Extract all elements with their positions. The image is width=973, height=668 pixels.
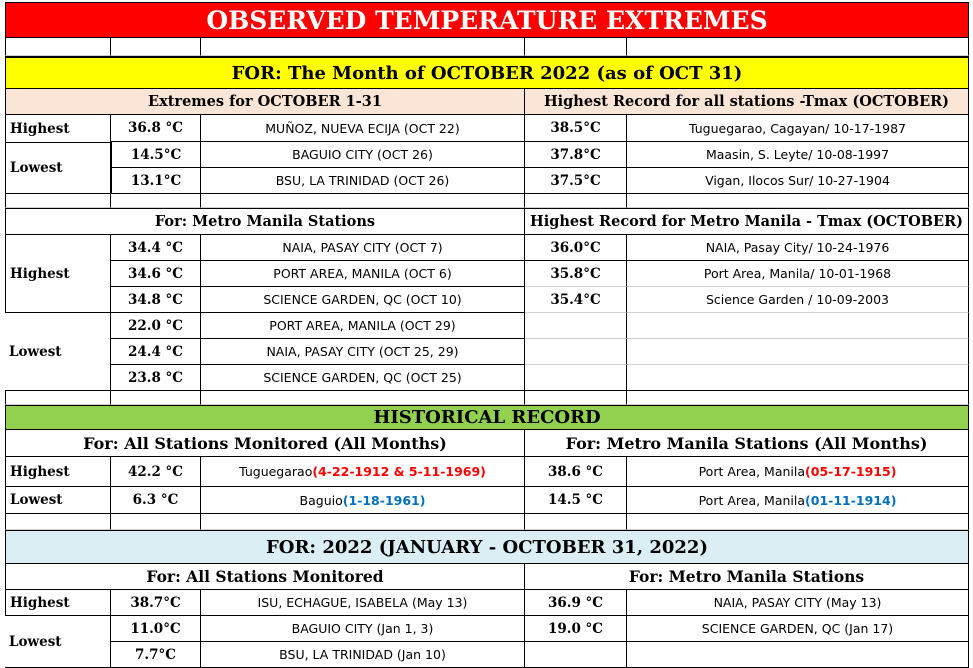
historical-subheader [5,430,969,457]
metro-station [627,487,969,514]
station-name: NAIA, PASAY CITY (OCT 25, 29) [201,339,525,365]
temp-value: 34.6 °C [111,261,201,287]
metro-temp: 38.6 °C [525,457,627,487]
metro-temp: 36.9 °C [525,590,627,616]
metro-station [627,457,969,487]
metro-subheader [5,208,969,235]
row-label: Lowest [5,313,111,391]
month-all-header: Extremes for OCTOBER 1-31 [5,89,525,115]
record-date: (01-11-1914) [805,492,897,508]
record-temp: 36.0°C [525,235,627,261]
table-row [5,487,969,514]
record-station: Tuguegarao, Cagayan/ 10-17-1987 [627,115,969,142]
metro-station [627,642,969,668]
station-name: ISU, ECHAGUE, ISABELA (May 13) [201,590,525,616]
metro-record-header: Highest Record for Metro Manila - Tmax (OCTOBER) [525,209,969,235]
spacer-row [5,391,969,405]
blank-cell [525,339,627,365]
blank-cell [111,194,201,208]
blank-cell [201,391,525,405]
station-name: BSU, LA TRINIDAD (Jan 10) [201,642,525,668]
blank-cell [201,514,525,530]
record-station: NAIA, Pasay City/ 10-24-1976 [627,235,969,261]
blank-cell [201,38,525,56]
station-text: Port Area, Manila [698,492,806,508]
station-text: Baguio [299,492,343,508]
temp-value: 38.7°C [111,590,201,616]
year-table [5,590,969,668]
temp-value: 34.4 °C [111,235,201,261]
station-name: PORT AREA, MANILA (OCT 6) [201,261,525,287]
station-text: Tuguegarao [239,464,313,479]
record-date: (1-18-1961) [342,492,426,508]
blank-cell [627,514,969,530]
month-banner-text: FOR: The Month of OCTOBER 2022 (as of OCT 31) [231,62,743,84]
record-date: (05-17-1915) [805,464,897,479]
record-station: Maasin, S. Leyte/ 10-08-1997 [627,142,969,168]
historical-metro-header: For: Metro Manila Stations (All Months) [525,430,969,457]
temp-value: 13.1°C [111,168,201,194]
station-name: MUÑOZ, NUEVA ECIJA (OCT 22) [201,115,525,142]
metro-temp: 14.5 °C [525,487,627,514]
record-temp: 37.8°C [525,142,627,168]
record-station: Vigan, Ilocos Sur/ 10-27-1904 [627,168,969,194]
row-label: Lowest [5,487,111,514]
historical-banner-text: HISTORICAL RECORD [373,407,601,428]
title-banner [5,2,969,38]
temp-value: 36.8 °C [111,115,201,142]
blank-cell [5,38,111,56]
blank-cell [5,391,111,405]
station-name: PORT AREA, MANILA (OCT 29) [201,313,525,339]
blank-cell [627,38,969,56]
blank-cell [201,194,525,208]
blank-cell [525,365,627,391]
blank-cell [627,194,969,208]
month-table [5,115,969,194]
spacer-row [5,514,969,530]
temp-value: 22.0 °C [111,313,201,339]
record-temp: 38.5°C [525,115,627,142]
record-station: Port Area, Manila/ 10-01-1968 [627,261,969,287]
blank-cell [627,365,969,391]
spacer-row [5,194,969,208]
station-name [201,457,525,487]
blank-cell [525,313,627,339]
row-label: Lowest [5,616,111,668]
month-banner [5,56,969,89]
year-subheader [5,564,969,590]
temp-value: 23.8 °C [111,365,201,391]
blank-cell [627,391,969,405]
temp-value: 34.8 °C [111,287,201,313]
year-banner [5,530,969,564]
blank-cell [525,194,627,208]
month-subheader [5,89,969,115]
record-station: Science Garden / 10-09-2003 [627,287,969,313]
station-text: Port Area, Manila [698,464,806,479]
table-row [111,142,969,168]
blank-cell [111,514,201,530]
metro-station: NAIA, PASAY CITY (May 13) [627,590,969,616]
blank-cell [5,194,111,208]
blank-cell [5,514,111,530]
temp-value: 14.5°C [111,142,201,168]
metro-header: For: Metro Manila Stations [5,209,525,235]
month-record-header: Highest Record for all stations -Tmax (OCTOBER) [525,89,969,115]
station-name: BAGUIO CITY (Jan 1, 3) [201,616,525,642]
row-label: Highest [5,457,111,487]
year-banner-text: FOR: 2022 (JANUARY - OCTOBER 31, 2022) [266,536,708,558]
blank-cell [525,391,627,405]
blank-cell [525,514,627,530]
table-row [111,168,969,194]
temp-value: 11.0°C [111,616,201,642]
metro-station: SCIENCE GARDEN, QC (Jan 17) [627,616,969,642]
historical-all-header: For: All Stations Monitored (All Months) [5,430,525,457]
historical-banner [5,405,969,430]
blank-cell [525,38,627,56]
blank-cell [111,38,201,56]
row-label: Highest [5,115,111,142]
table-row [5,115,969,142]
temp-value: 7.7°C [111,642,201,668]
blank-cell [627,313,969,339]
station-name: BAGUIO CITY (OCT 26) [201,142,525,168]
station-name: SCIENCE GARDEN, QC (OCT 25) [201,365,525,391]
row-label: Highest [5,235,111,313]
page-title: OBSERVED TEMPERATURE EXTREMES [206,5,768,35]
temp-value: 42.2 °C [111,457,201,487]
metro-table [5,235,969,391]
record-temp: 37.5°C [525,168,627,194]
metro-temp [525,642,627,668]
station-name [201,487,525,514]
year-metro-header: For: Metro Manila Stations [525,564,969,590]
blank-cell [111,391,201,405]
blank-cell [627,339,969,365]
station-name: NAIA, PASAY CITY (OCT 7) [201,235,525,261]
station-name: SCIENCE GARDEN, QC (OCT 10) [201,287,525,313]
record-temp: 35.4°C [525,287,627,313]
table-row [5,457,969,487]
station-name: BSU, LA TRINIDAD (OCT 26) [201,168,525,194]
record-date: (4-22-1912 & 5-11-1969) [312,464,486,479]
row-label: Lowest [5,142,111,194]
temp-value: 24.4 °C [111,339,201,365]
spacer-row [5,38,969,56]
temp-value: 6.3 °C [111,487,201,514]
year-all-header: For: All Stations Monitored [5,564,525,590]
metro-temp: 19.0 °C [525,616,627,642]
row-label: Highest [5,590,111,616]
record-temp: 35.8°C [525,261,627,287]
